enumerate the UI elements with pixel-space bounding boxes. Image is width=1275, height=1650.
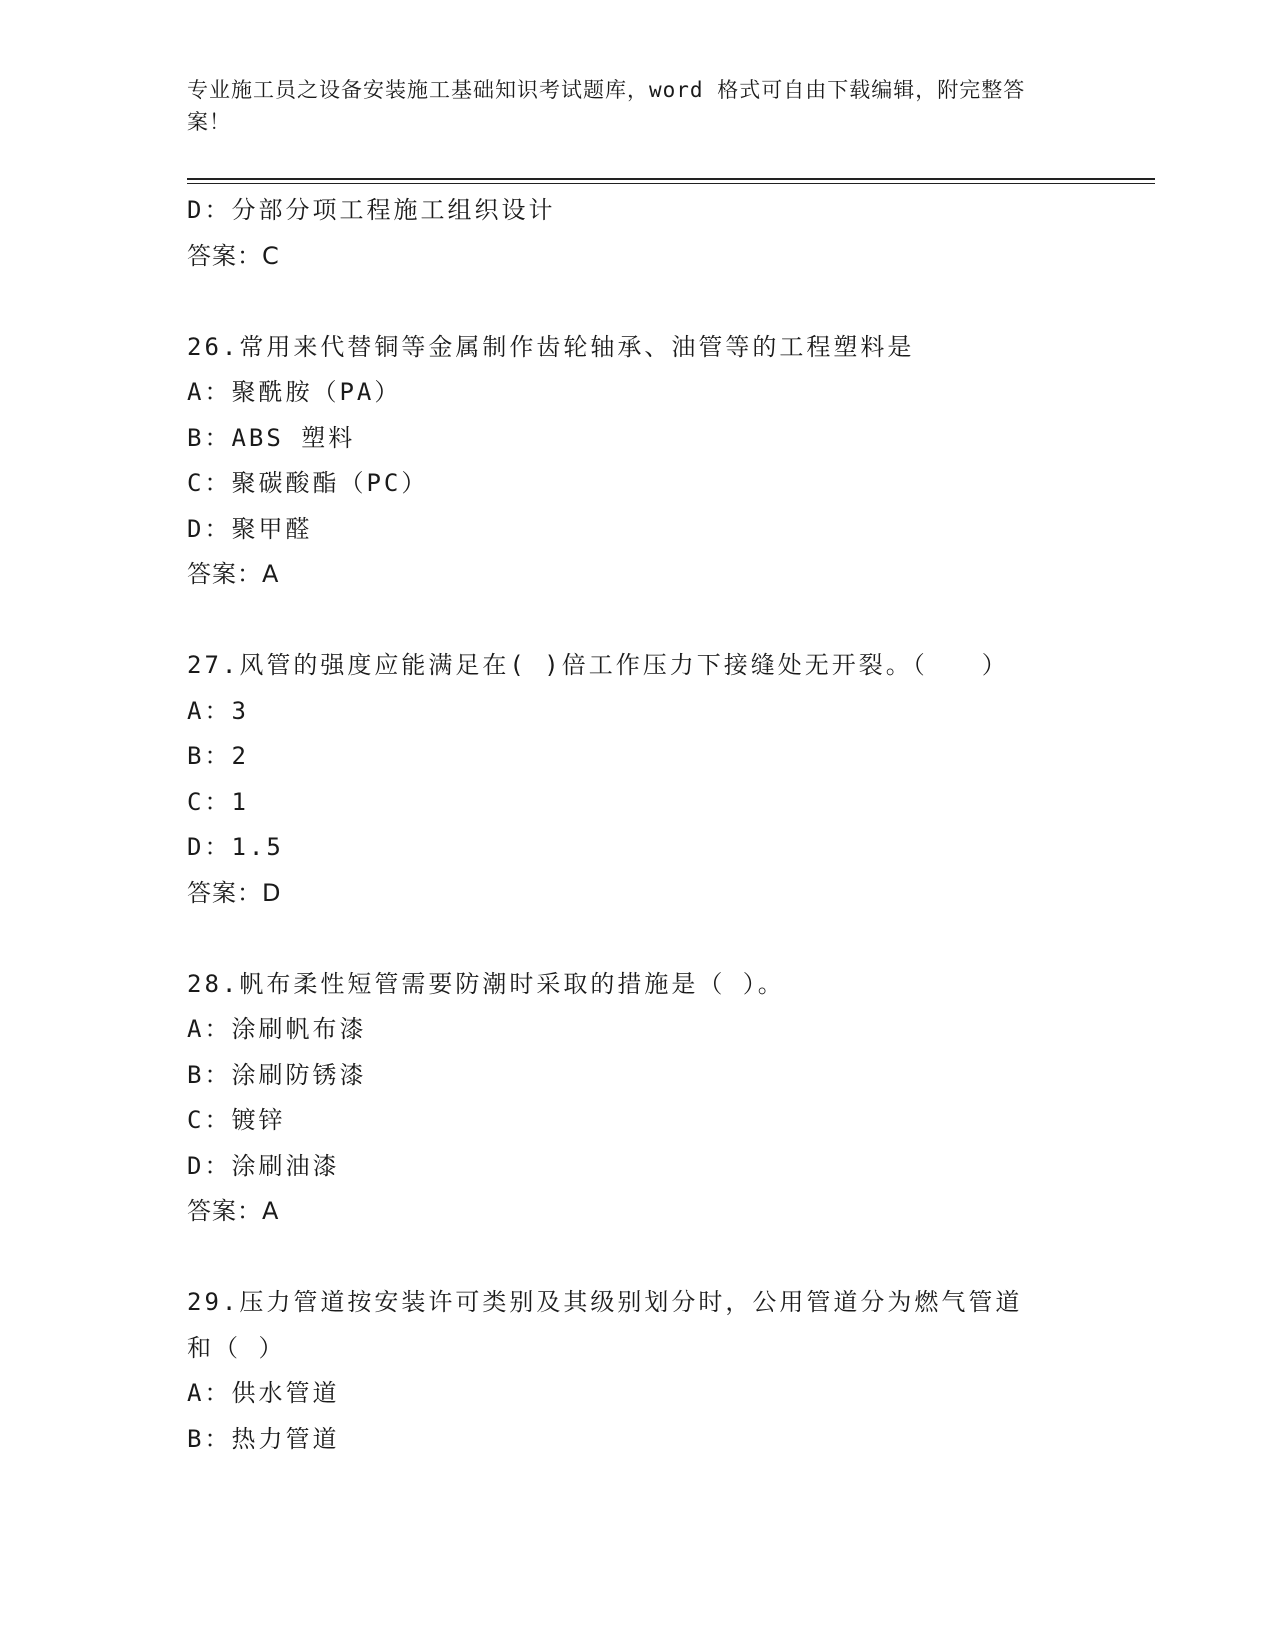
q28-option-c: C：镀锌	[187, 1106, 286, 1134]
header-rule-thick	[187, 178, 1155, 180]
q28-answer: 答案：A	[187, 1197, 280, 1225]
q26-option-c: C：聚碳酸酯（PC）	[187, 469, 429, 497]
q28-option-b: B：涂刷防锈漆	[187, 1060, 367, 1089]
question-list	[187, 188, 1087, 1462]
q28-stem: 28.帆布柔性短管需要防潮时采取的措施是（ ）。	[187, 969, 785, 998]
spacer	[187, 1235, 1087, 1281]
q27-option-b: B：2	[187, 742, 249, 770]
prev-answer: 答案：C	[187, 241, 280, 270]
spacer	[187, 598, 1087, 644]
q26-answer: 答案：A	[187, 560, 280, 588]
q27-answer: 答案：D	[187, 878, 282, 907]
q27-option-c: C：1	[187, 787, 249, 816]
q28-option-a: A：涂刷帆布漆	[187, 1015, 367, 1043]
q27-option-d: D：1.5	[187, 833, 284, 861]
header-rule-thin	[187, 183, 1155, 184]
q29-option-b: B：热力管道	[187, 1424, 340, 1453]
q26-option-d: D：聚甲醛	[187, 514, 313, 543]
q27-option-a: A：3	[187, 696, 249, 725]
spacer	[187, 916, 1087, 962]
q26-stem: 26.常用来代替铜等金属制作齿轮轴承、油管等的工程塑料是	[187, 332, 915, 361]
q26-option-b: B：ABS 塑料	[187, 423, 356, 452]
q29-stem-line-2: 和（ ）	[187, 1333, 286, 1362]
q26-option-a: A：聚酰胺（PA）	[187, 378, 402, 406]
q28-option-d: D：涂刷油漆	[187, 1151, 340, 1180]
document-header: 专业施工员之设备安装施工基础知识考试题库，word 格式可自由下载编辑，附完整答案！	[187, 78, 1026, 134]
q29-stem-line-1: 29.压力管道按安装许可类别及其级别划分时，公用管道分为燃气管道	[187, 1288, 1023, 1316]
q29-option-a: A：供水管道	[187, 1379, 340, 1407]
q27-stem: 27.风管的强度应能满足在( )倍工作压力下接缝处无开裂。（ ）	[187, 651, 1009, 679]
spacer	[187, 279, 1087, 325]
prev-option-d: D：分部分项工程施工组织设计	[187, 196, 556, 224]
